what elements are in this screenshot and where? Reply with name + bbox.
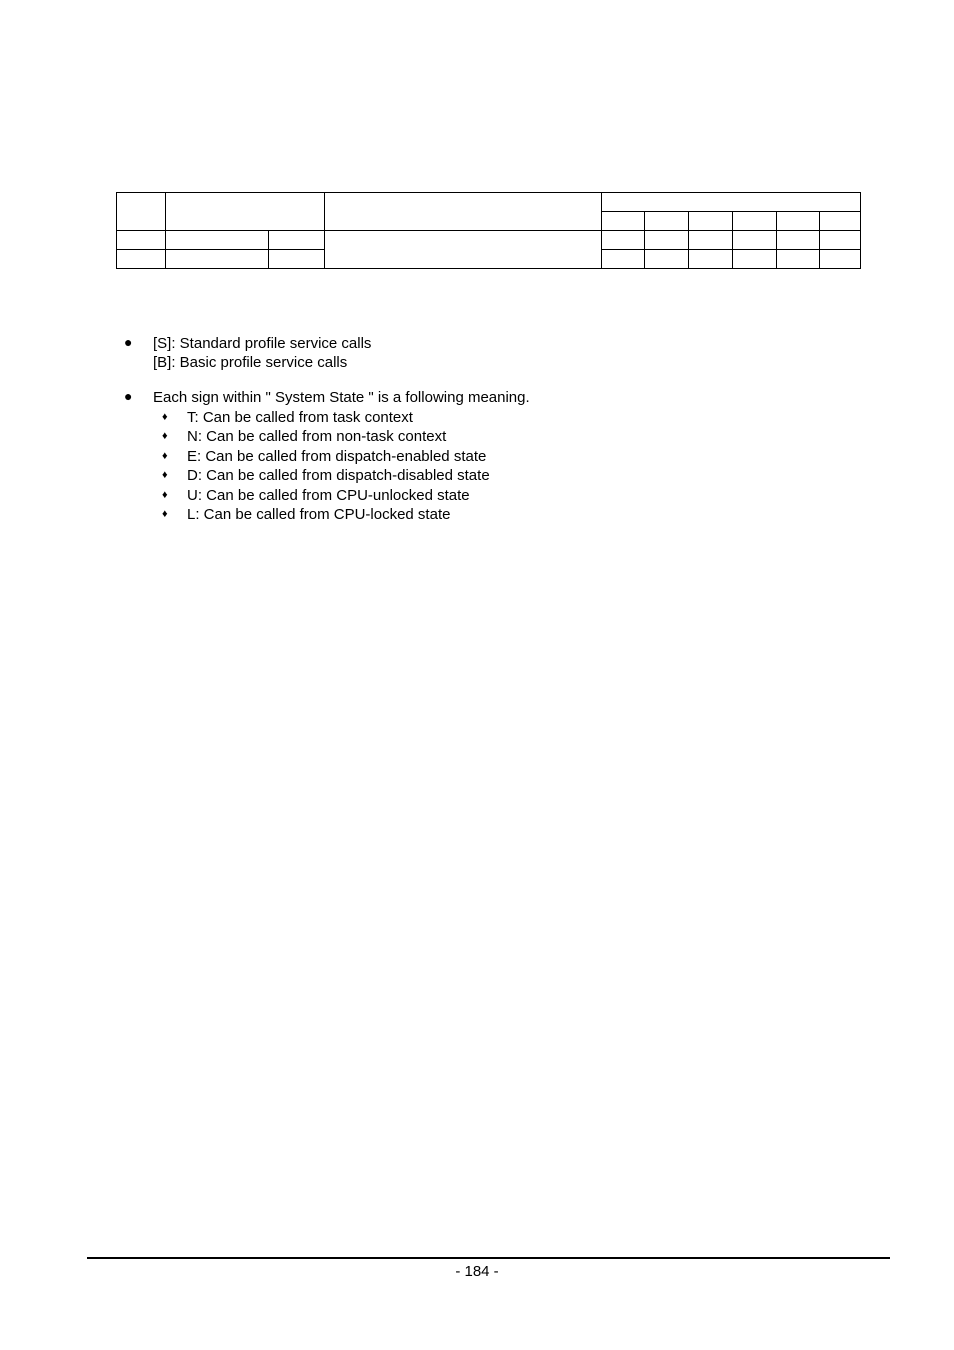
table-cell bbox=[645, 250, 689, 269]
table-header-cell bbox=[166, 193, 325, 231]
table-header-cell bbox=[325, 193, 602, 231]
table-header-cell bbox=[602, 212, 645, 231]
system-state-item: E: Can be called from dispatch-enabled state bbox=[187, 448, 487, 465]
diamond-icon: ♦ bbox=[162, 508, 168, 520]
diamond-icon: ♦ bbox=[162, 411, 168, 423]
table-cell bbox=[777, 250, 820, 269]
diamond-icon: ♦ bbox=[162, 430, 168, 442]
table-cell bbox=[166, 250, 269, 269]
profile-note-basic: [B]: Basic profile service calls bbox=[153, 354, 348, 371]
table-row bbox=[117, 231, 861, 250]
table-cell bbox=[689, 231, 733, 250]
table-cell bbox=[689, 250, 733, 269]
system-state-item: T: Can be called from task context bbox=[187, 409, 413, 426]
table-header-cell bbox=[689, 212, 733, 231]
footer-divider bbox=[87, 1257, 890, 1259]
diamond-icon: ♦ bbox=[162, 489, 168, 501]
table-header-row bbox=[117, 193, 861, 212]
table-header-cell bbox=[733, 212, 777, 231]
diamond-icon: ♦ bbox=[162, 469, 168, 481]
table-cell bbox=[269, 231, 325, 250]
table-cell bbox=[645, 231, 689, 250]
system-state-item: U: Can be called from CPU-unlocked state bbox=[187, 487, 470, 504]
table-header-cell bbox=[117, 193, 166, 231]
profile-note-standard: [S]: Standard profile service calls bbox=[153, 335, 372, 352]
system-state-item: D: Can be called from dispatch-disabled state bbox=[187, 467, 490, 484]
table-cell bbox=[777, 231, 820, 250]
table-header-cell bbox=[602, 193, 861, 212]
table-header-cell bbox=[820, 212, 861, 231]
system-state-item: N: Can be called from non-task context bbox=[187, 428, 447, 445]
system-state-item: L: Can be called from CPU-locked state bbox=[187, 506, 451, 523]
page-number: - 184 - bbox=[455, 1263, 499, 1280]
table-cell bbox=[269, 250, 325, 269]
table-cell bbox=[166, 231, 269, 250]
table-header-cell bbox=[645, 212, 689, 231]
system-state-intro: Each sign within " System State " is a following meaning. bbox=[153, 389, 530, 406]
table-cell bbox=[733, 250, 777, 269]
table-cell bbox=[602, 250, 645, 269]
service-call-table bbox=[116, 192, 861, 269]
diamond-icon: ♦ bbox=[162, 450, 168, 462]
table-cell bbox=[117, 231, 166, 250]
bullet-icon: ● bbox=[124, 388, 133, 404]
table-header-cell bbox=[777, 212, 820, 231]
table-cell bbox=[820, 231, 861, 250]
bullet-icon: ● bbox=[124, 334, 133, 350]
table-cell bbox=[117, 250, 166, 269]
table-cell bbox=[733, 231, 777, 250]
table-cell bbox=[602, 231, 645, 250]
table-cell bbox=[820, 250, 861, 269]
table-cell bbox=[325, 231, 602, 269]
